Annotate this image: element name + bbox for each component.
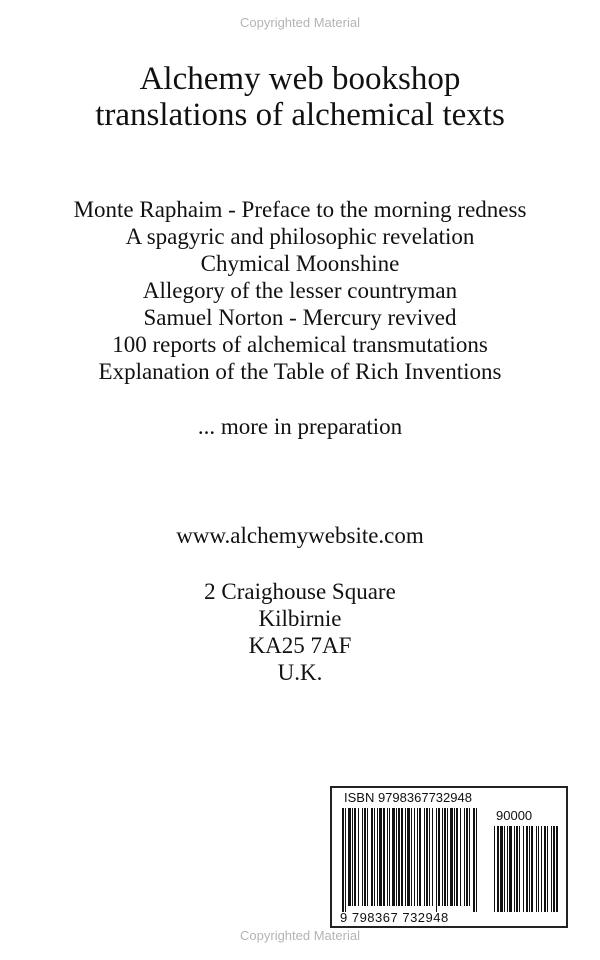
title-list [0, 196, 600, 385]
address-line: Kilbirnie [258, 606, 342, 631]
copyright-watermark-top: Copyrighted Material [240, 15, 360, 30]
list-item: A spagyric and philosophic revelation [125, 224, 475, 249]
isbn-label: ISBN 9798367732948 [344, 790, 472, 805]
list-item: 100 reports of alchemical transmutations [112, 332, 488, 357]
isbn-barcode [330, 786, 568, 928]
list-item: Chymical Moonshine [200, 251, 400, 276]
more-in-preparation: ... more in preparation [197, 414, 403, 439]
list-item: Allegory of the lesser countryman [142, 278, 458, 303]
list-item: Monte Raphaim - Preface to the morning redness [73, 197, 527, 222]
address-line: 2 Craighouse Square [204, 579, 396, 604]
address-line: KA25 7AF [248, 633, 352, 658]
website-url: www.alchemywebsite.com [176, 523, 424, 548]
list-item: Explanation of the Table of Rich Inventions [98, 359, 502, 384]
bookshop-subtitle: translations of alchemical texts [95, 97, 505, 133]
copyright-watermark-bottom: Copyrighted Material [240, 928, 360, 943]
isbn-digits: 9 798367 732948 [340, 910, 449, 925]
address-line: U.K. [277, 660, 323, 685]
postal-address [0, 578, 600, 686]
list-item: Samuel Norton - Mercury revived [143, 305, 457, 330]
price-code: 90000 [496, 808, 533, 823]
bookshop-title: Alchemy web bookshop [139, 61, 461, 97]
